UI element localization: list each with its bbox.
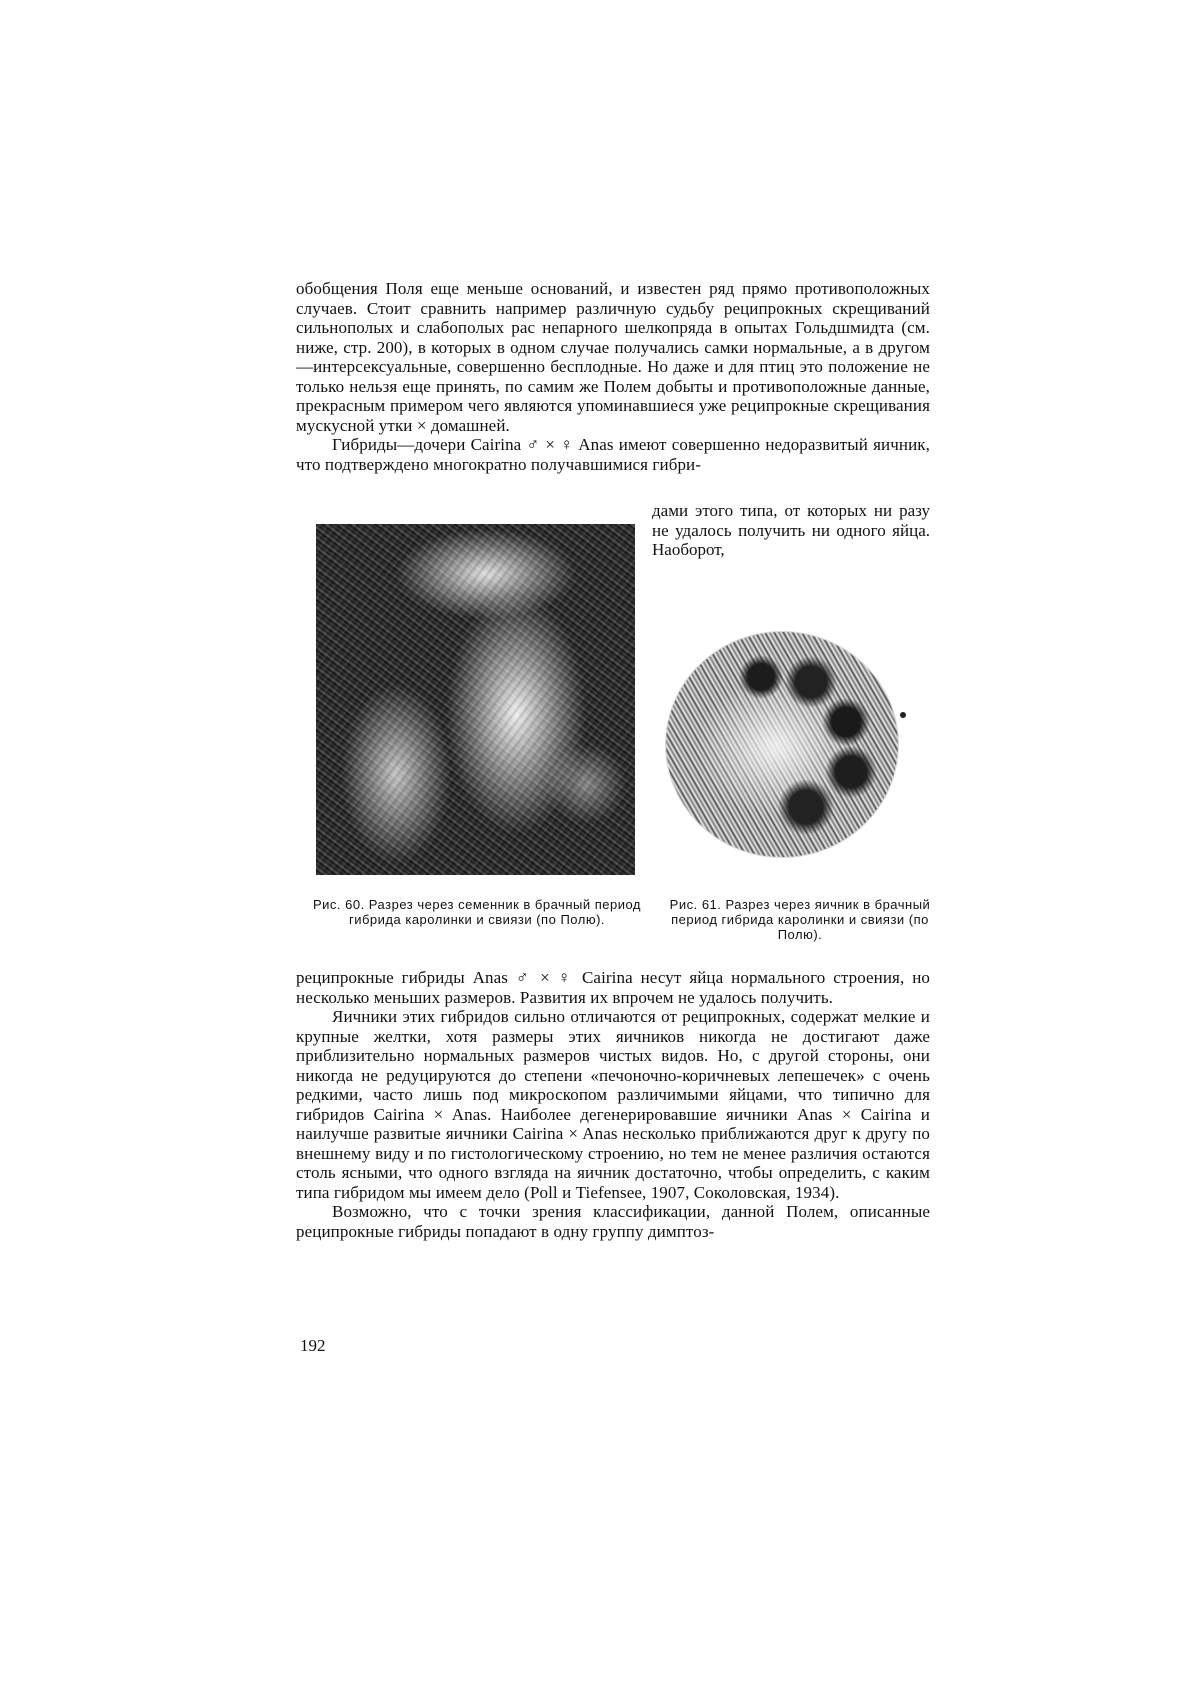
figure-61-caption: Рис. 61. Разрез через яичник в брачный период гибрида каролинки и свиязи (по Полю). [669, 897, 931, 942]
figure-61-ovary-section-image [666, 632, 898, 857]
paragraph-wrap-continuation: дами этого типа, от которых ни разу не удалось получить ни одного яйца. Наоборот, [652, 501, 930, 559]
top-text-block [296, 279, 930, 474]
figure-60-caption: Рис. 60. Разрез через семенник в брачный период гибрида каролинки и свиязи (по Полю). [312, 897, 642, 927]
bottom-text-block [296, 968, 930, 1241]
wrapped-text-beside-figure [652, 501, 930, 560]
figure-60-testis-section-image [316, 524, 635, 875]
paragraph-generalization: обобщения Поля еще меньше оснований, и известен ряд прямо противоположных случаев. Стоит сравнить например различную судьбу реципрокных скрещиваний сильнополых и слабополых рас непарного шелкопряда в опытах Гольдшмидта (см. ниже, стр. 200), в которых в одном случае получались самки нормальные, а в другом—интерсексуальные, совершенно бесплодные. Но даже и для птиц это положение не только нельзя еще принять, по самим же Полем добыты и противоположные данные, прекрасным примером чего являются упоминавшиеся уже реципрокные скрещивания мускусной утки × домашней. [296, 279, 930, 435]
paragraph-reciprocal-hybrids: реципрокные гибриды Anas ♂ × ♀ Cairina несут яйца нормального строения, но несколько меньших размеров. Развития их впрочем не удалось получить. [296, 968, 930, 1007]
page-number: 192 [300, 1336, 326, 1355]
paragraph-classification: Возможно, что с точки зрения классификации, данной Полем, описанные реципрокные гибриды попадают в одну группу димптоз- [296, 1202, 930, 1241]
paragraph-hybrids: Гибриды—дочери Cairina ♂ × ♀ Anas имеют совершенно недоразвитый яичник, что подтверждено многократно получавшимися гибри- [296, 435, 930, 474]
paragraph-ovaries: Яичники этих гибридов сильно отличаются от реципрокных, содержат мелкие и крупные желтки, хотя размеры этих яичников никогда не достигают даже приблизительно нормальных размеров чистых видов. Но, с другой стороны, они никогда не редуцируются до степени «печоночно-коричневых лепешечек» с очень редкими, часто лишь под микроскопом различимыми яйцами, что типично для гибридов Cairina × Anas. Наиболее дегенерировавшие яичники Anas × Cairina и наилучше развитые яичники Cairina × Anas несколько приближаются друг к другу по внешнему виду и по гистологическому строению, но тем не менее различия остаются столь ясными, что одного взгляда на яичник достаточно, чтобы определить, с каким типа гибридом мы имеем дело (Poll и Tiefensee, 1907, Соколовская, 1934). [296, 1007, 930, 1202]
